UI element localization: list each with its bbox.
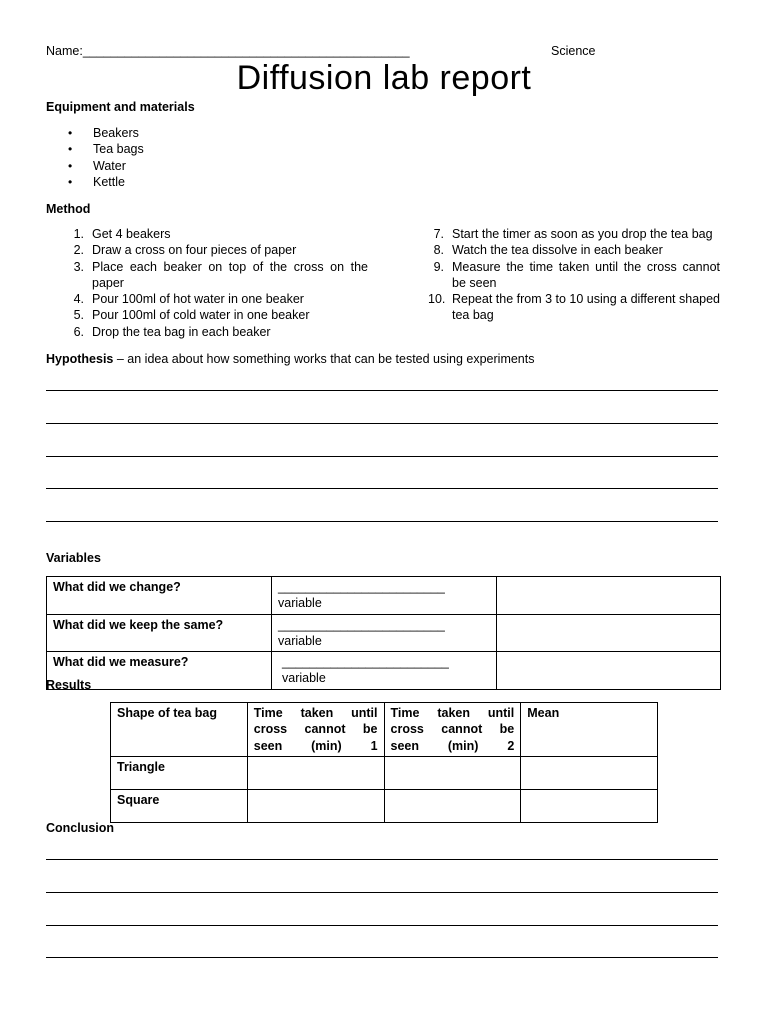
hypothesis-answer-line[interactable] <box>46 390 718 391</box>
table-header-row <box>111 703 658 757</box>
method-step <box>428 259 720 292</box>
table-row <box>47 577 721 615</box>
step-text: Place each beaker on top of the cross on the paper <box>92 259 368 290</box>
bullet-icon: • <box>68 142 73 157</box>
row-label-square: Square <box>111 789 248 822</box>
bullet-icon: • <box>68 126 73 140</box>
method-step <box>68 291 368 307</box>
equipment-item: Kettle <box>93 174 125 189</box>
list-item <box>68 125 144 141</box>
method-step <box>68 242 368 258</box>
result-cell[interactable] <box>521 789 658 822</box>
name-field-label: Name:_______________________________________________ <box>46 44 410 58</box>
step-text: Pour 100ml of hot water in one beaker <box>92 292 304 307</box>
result-cell[interactable] <box>384 789 521 822</box>
method-step <box>68 259 368 292</box>
method-heading: Method <box>46 202 91 216</box>
equipment-item: Tea bags <box>93 142 144 157</box>
hypothesis-answer-line[interactable] <box>46 521 718 522</box>
step-number: 8. <box>433 243 444 258</box>
variable-type-blank[interactable]: ________________________ variable <box>272 614 497 652</box>
list-item <box>68 141 144 157</box>
step-text: Repeat the from 3 to 10 using a different shaped tea bag <box>452 292 721 323</box>
results-heading: Results <box>46 678 92 692</box>
step-number: 6. <box>73 324 84 339</box>
conclusion-answer-line[interactable] <box>46 892 718 893</box>
list-item <box>68 174 144 190</box>
step-number: 9. <box>433 259 444 274</box>
step-text: Start the timer as soon as you drop the tea bag <box>452 227 713 241</box>
variable-answer-cell[interactable] <box>497 652 721 690</box>
conclusion-heading: Conclusion <box>46 821 115 835</box>
variable-answer-cell[interactable] <box>497 614 721 652</box>
bullet-icon: • <box>68 158 73 173</box>
table-row <box>47 652 721 690</box>
result-cell[interactable] <box>247 789 384 822</box>
variables-table <box>46 576 721 690</box>
variable-type-blank[interactable]: ________________________ variable <box>272 577 497 615</box>
step-number: 3. <box>73 259 84 274</box>
step-text: Measure the time taken until the cross cannot be seen <box>452 259 720 290</box>
step-text: Draw a cross on four pieces of paper <box>92 243 297 258</box>
result-cell[interactable] <box>521 756 658 789</box>
step-text: Drop the tea bag in each beaker <box>92 324 271 339</box>
step-text: Watch the tea dissolve in each beaker <box>452 243 663 258</box>
subject-label: Science <box>551 44 596 58</box>
equipment-item: Beakers <box>93 126 139 140</box>
table-row <box>111 789 658 822</box>
variable-question: What did we measure? <box>47 652 272 690</box>
step-number: 7. <box>433 227 444 241</box>
row-label-triangle: Triangle <box>111 756 248 789</box>
list-item <box>68 158 144 174</box>
step-number: 5. <box>73 308 84 323</box>
column-header-time-1: Time taken until cross cannot be seen (min) 1 <box>247 703 384 757</box>
bullet-icon: • <box>68 174 73 189</box>
result-cell[interactable] <box>247 756 384 789</box>
hypothesis-label: Hypothesis <box>46 352 114 366</box>
step-text: Get 4 beakers <box>92 227 171 241</box>
column-header-shape: Shape of tea bag <box>111 703 248 757</box>
step-number: 2. <box>73 243 84 258</box>
variables-heading: Variables <box>46 551 101 565</box>
result-cell[interactable] <box>384 756 521 789</box>
variable-question: What did we keep the same? <box>47 614 272 652</box>
table-row <box>111 756 658 789</box>
conclusion-answer-line[interactable] <box>46 859 718 860</box>
step-text: Pour 100ml of cold water in one beaker <box>92 308 310 323</box>
method-list-left <box>68 226 368 340</box>
results-table <box>110 702 658 823</box>
method-step <box>428 242 720 258</box>
page-title: Diffusion lab report <box>236 59 532 97</box>
step-number: 10. <box>428 292 446 307</box>
variable-answer-cell[interactable] <box>497 577 721 615</box>
hypothesis-answer-line[interactable] <box>46 456 718 457</box>
table-row <box>47 614 721 652</box>
hypothesis-definition: – an idea about how something works that can be tested using experiments <box>113 352 535 366</box>
equipment-list <box>68 125 144 190</box>
conclusion-answer-line[interactable] <box>46 925 718 926</box>
method-list-right <box>428 226 720 324</box>
hypothesis-answer-line[interactable] <box>46 423 718 424</box>
method-step <box>68 307 368 323</box>
hypothesis-answer-line[interactable] <box>46 488 718 489</box>
column-header-mean: Mean <box>521 703 658 757</box>
method-step <box>428 226 720 242</box>
method-step <box>428 291 720 324</box>
variable-question: What did we change? <box>47 577 272 615</box>
conclusion-answer-line[interactable] <box>46 957 718 958</box>
equipment-heading: Equipment and materials <box>46 100 195 114</box>
hypothesis-prompt <box>46 351 534 367</box>
column-header-time-2: Time taken until cross cannot be seen (min) 2 <box>384 703 521 757</box>
method-step <box>68 324 368 340</box>
step-number: 1. <box>73 227 84 241</box>
method-step <box>68 226 368 242</box>
equipment-item: Water <box>93 158 126 173</box>
variable-type-blank[interactable]: ________________________ variable <box>272 652 497 690</box>
step-number: 4. <box>73 292 84 307</box>
